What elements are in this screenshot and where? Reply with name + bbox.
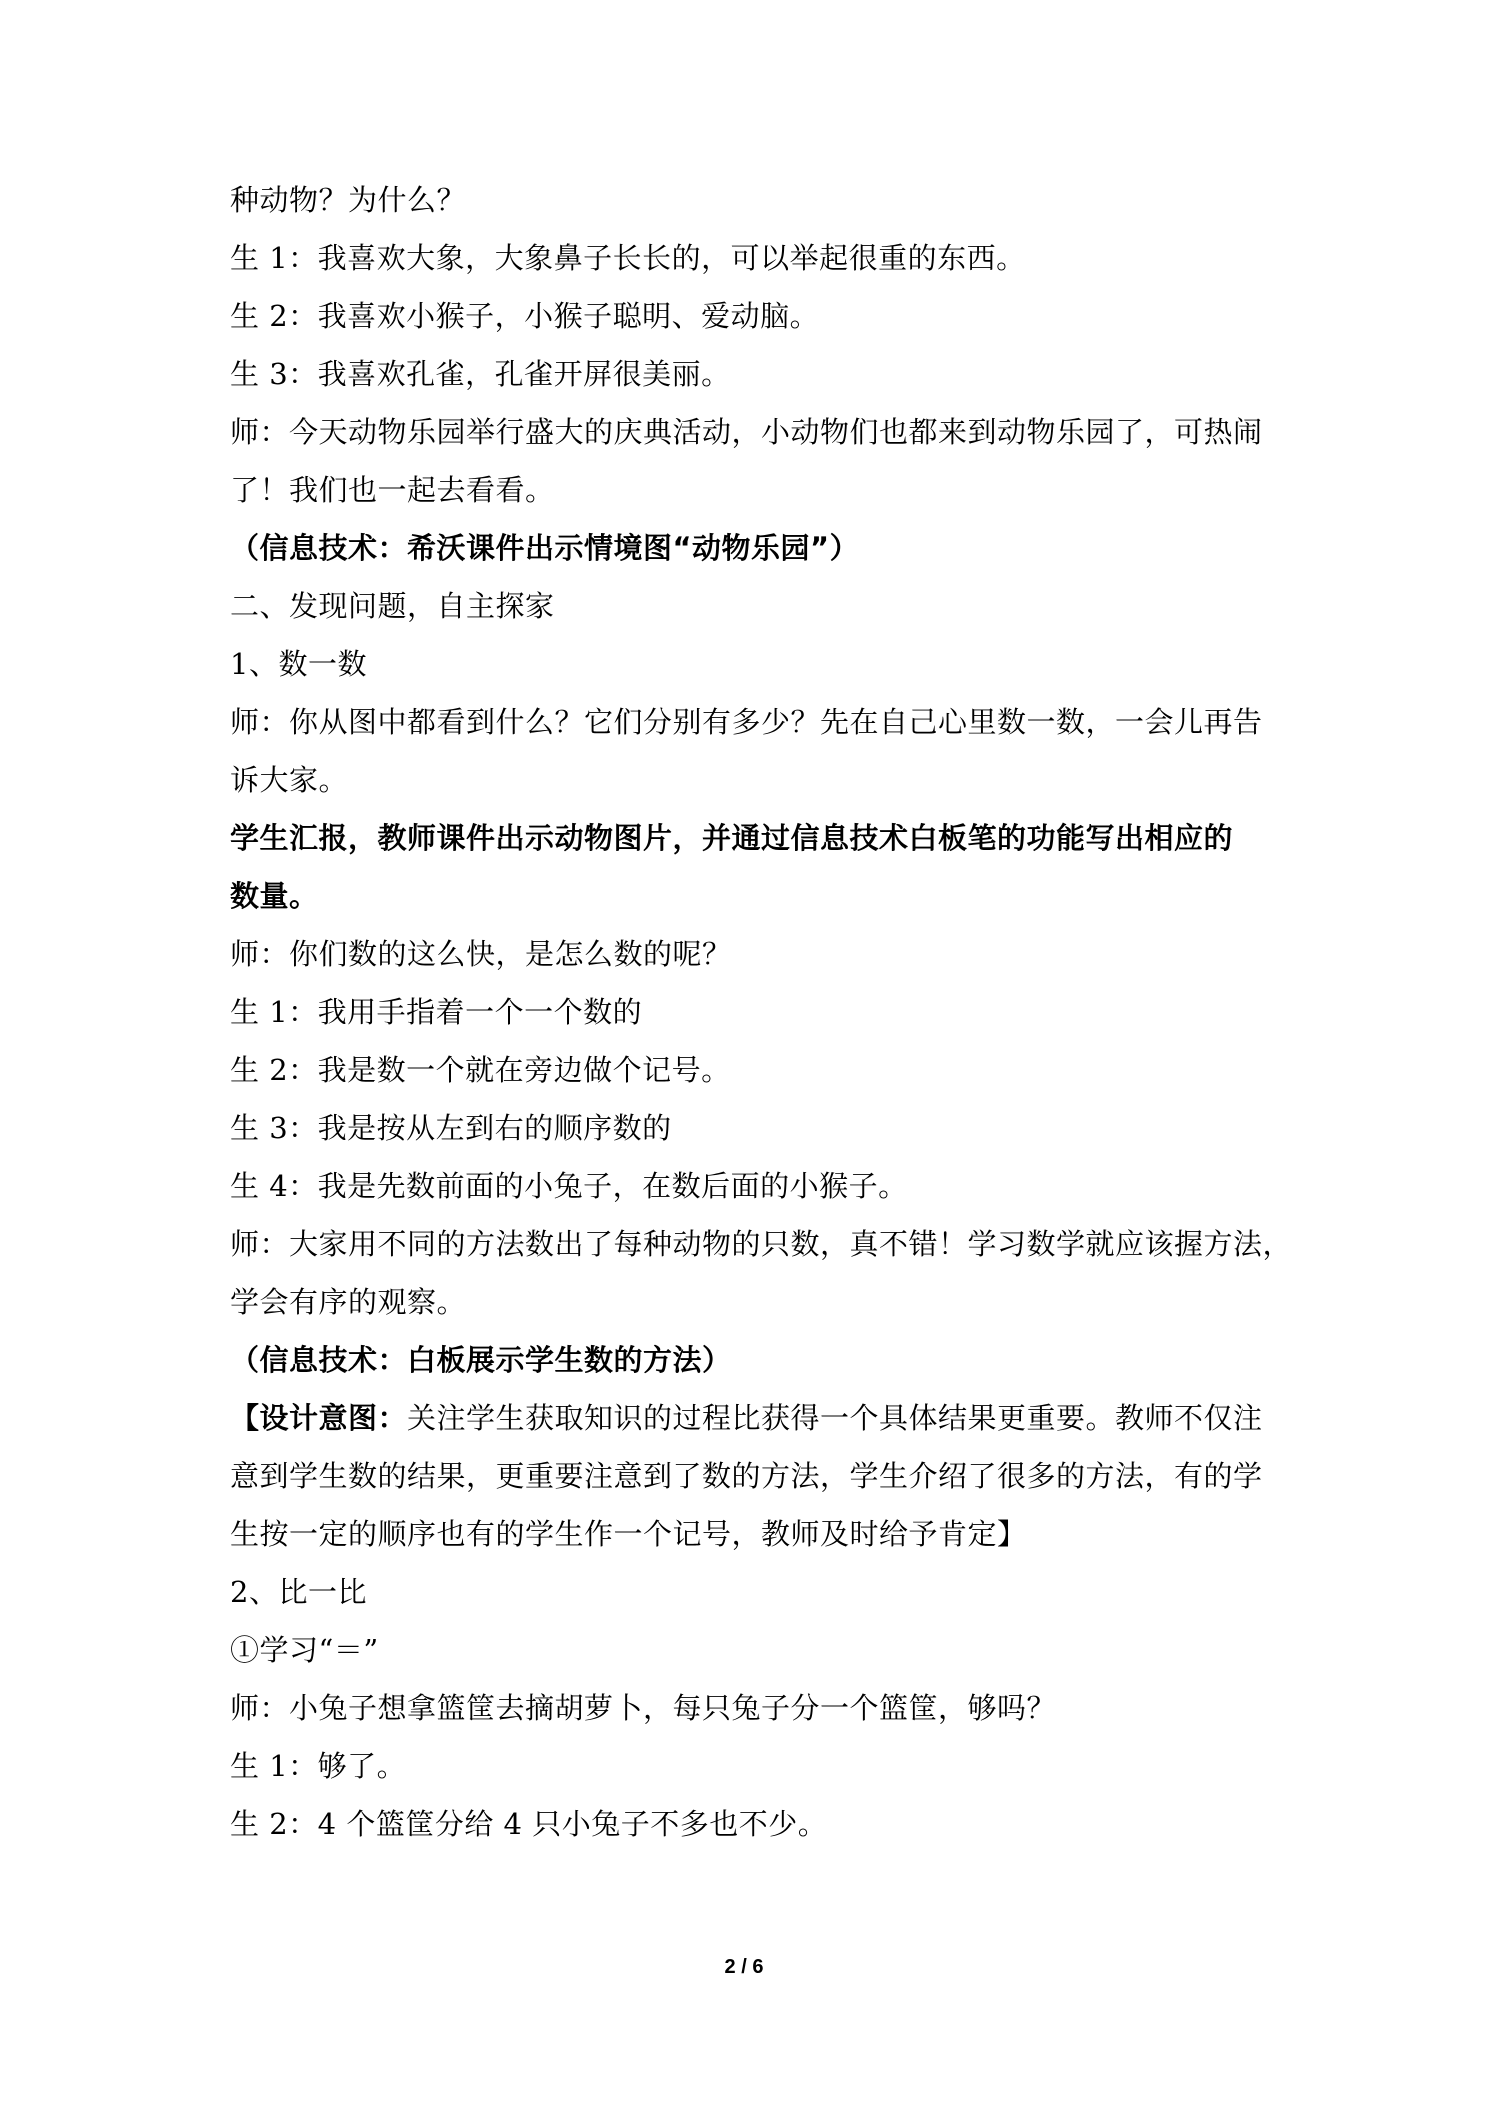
design-intent-text: 关注学生获取知识的过程比获得一个具体结果更重要。教师不仅注 xyxy=(407,1401,1263,1435)
design-intent-label: 【设计意图： xyxy=(230,1401,408,1435)
text-line: 生 2：4 个篮筐分给 4 只小兔子不多也不少。 xyxy=(230,1807,828,1841)
text-line: 生 1：够了。 xyxy=(230,1749,407,1783)
text-line: 师：你们数的这么快，是怎么数的呢？ xyxy=(230,937,732,971)
text-line: ①学习“＝” xyxy=(230,1633,379,1667)
text-line: 生 1：我用手指着一个一个数的 xyxy=(230,995,643,1029)
text-line: 生 2：我是数一个就在旁边做个记号。 xyxy=(230,1053,731,1087)
info-tech-note: （信息技术：希沃课件出示情境图“动物乐园”） xyxy=(230,531,860,565)
text-line: 生 3：我是按从左到右的顺序数的 xyxy=(230,1111,672,1145)
text-line: 生 4：我是先数前面的小兔子，在数后面的小猴子。 xyxy=(230,1169,908,1203)
text-line: 种动物？为什么？ xyxy=(230,183,467,217)
text-line: 师：大家用不同的方法数出了每种动物的只数，真不错！学习数学就应该握方法， xyxy=(230,1227,1293,1261)
text-line: 生 2：我喜欢小猴子，小猴子聪明、爱动脑。 xyxy=(230,299,820,333)
text-line: 生 3：我喜欢孔雀，孔雀开屏很美丽。 xyxy=(230,357,731,391)
text-line: 生 1：我喜欢大象，大象鼻子长长的，可以举起很重的东西。 xyxy=(230,241,1026,275)
page-number: 2 / 6 xyxy=(724,1956,764,1978)
text-line: 师：你从图中都看到什么？它们分别有多少？先在自己心里数一数，一会儿再告 xyxy=(230,705,1263,739)
text-line: 师：今天动物乐园举行盛大的庆典活动，小动物们也都来到动物乐园了，可热闹 xyxy=(230,415,1263,449)
info-tech-note: （信息技术：白板展示学生数的方法） xyxy=(230,1343,732,1377)
section-heading: 二、发现问题，自主探家 xyxy=(230,589,555,623)
design-intent-line xyxy=(230,1398,1290,1438)
text-line: 师：小兔子想拿篮筐去摘胡萝卜，每只兔子分一个篮筐，够吗？ xyxy=(230,1691,1057,1725)
text-line: 生按一定的顺序也有的学生作一个记号，教师及时给予肯定】 xyxy=(230,1517,1027,1551)
text-line: 诉大家。 xyxy=(230,763,349,797)
text-line: 学会有序的观察。 xyxy=(230,1285,467,1319)
bold-text-line: 数量。 xyxy=(230,879,319,913)
text-line: 意到学生数的结果，更重要注意到了数的方法，学生介绍了很多的方法，有的学 xyxy=(230,1459,1263,1493)
subsection-heading: 2、比一比 xyxy=(230,1575,367,1609)
subsection-heading: 1、数一数 xyxy=(230,647,367,681)
bold-text-line: 学生汇报，教师课件出示动物图片，并通过信息技术白板笔的功能写出相应的 xyxy=(230,821,1234,855)
text-line: 了！我们也一起去看看。 xyxy=(230,473,555,507)
